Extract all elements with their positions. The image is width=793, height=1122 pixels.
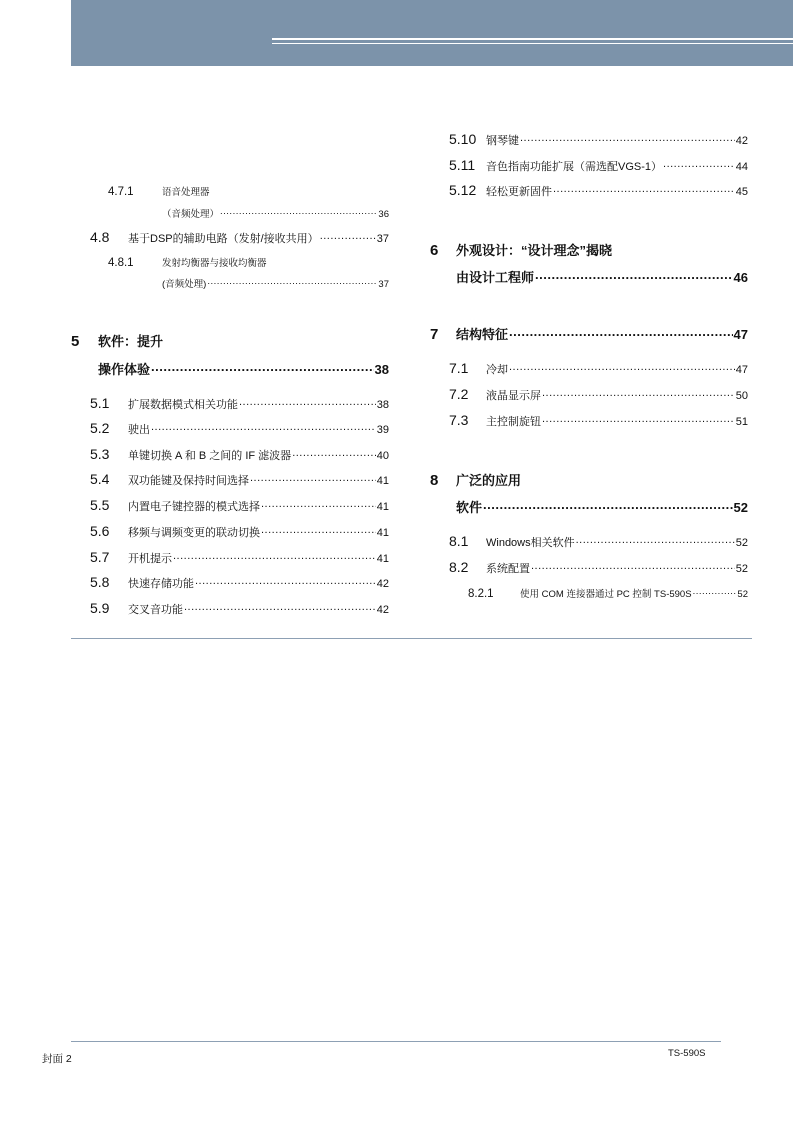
entry-title: 轻松更新固件 — [486, 186, 552, 198]
leader-dots — [173, 551, 376, 562]
entry-number: 5.5 — [90, 497, 110, 513]
entry-number: 5.6 — [90, 523, 110, 539]
toc-entry-5-9[interactable] — [71, 600, 389, 617]
entry-number: 7.2 — [449, 386, 469, 402]
entry-title: Windows相关软件 — [486, 537, 575, 549]
entry-title: 双功能键及保持时间选择 — [128, 475, 249, 487]
toc-section-6[interactable] — [430, 240, 748, 259]
entry-number: 5.4 — [90, 471, 110, 487]
leader-dots — [207, 278, 377, 288]
entry-title: 冷却 — [486, 364, 508, 376]
section-page: 46 — [733, 270, 748, 285]
entry-page: 45 — [735, 186, 748, 198]
entry-title: 基于DSP的辅助电路（发射/接收共用） — [128, 233, 319, 245]
entry-page: 50 — [735, 390, 748, 402]
toc-entry-5-2[interactable] — [71, 420, 389, 437]
entry-number: 4.7.1 — [108, 186, 134, 198]
header-rule-thin — [272, 43, 793, 44]
leader-dots — [184, 602, 376, 613]
entry-page: 47 — [735, 364, 748, 376]
entry-title: 语音处理器 — [162, 187, 210, 198]
toc-entry-7-2[interactable] — [430, 386, 748, 403]
toc-entry-5-3[interactable] — [71, 446, 389, 463]
toc-entry-4-7-1-cont[interactable] — [71, 206, 389, 220]
entry-number: 8.2.1 — [468, 588, 494, 600]
entry-page: 51 — [735, 416, 748, 428]
entry-title: 发射均衡器与接收均衡器 — [162, 258, 267, 269]
entry-number: 8.2 — [449, 559, 469, 575]
toc-entry-4-7-1[interactable] — [71, 184, 389, 198]
leader-dots — [250, 473, 376, 484]
entry-page: 41 — [376, 501, 389, 513]
leader-dots — [531, 561, 735, 572]
toc-entry-7-3[interactable] — [430, 412, 748, 429]
content-divider — [71, 638, 752, 639]
section-title: 外观设计：“设计理念”揭晓 — [456, 243, 613, 258]
footer-page-label: 封面 2 — [42, 1053, 72, 1065]
header-rule — [272, 38, 793, 40]
section-page: 52 — [733, 500, 748, 515]
section-page: 38 — [374, 362, 389, 377]
section-title-line2: 由设计工程师 — [456, 270, 535, 285]
entry-title: 液晶显示屏 — [486, 390, 541, 402]
entry-page: 36 — [378, 209, 389, 220]
footer-divider — [71, 1041, 721, 1042]
entry-page: 37 — [376, 233, 389, 245]
entry-page: 52 — [735, 563, 748, 575]
entry-title: （音频处理） — [162, 209, 220, 220]
entry-title: 快速存储功能 — [128, 578, 194, 590]
entry-page: 37 — [378, 279, 389, 290]
section-number: 7 — [430, 326, 439, 343]
entry-page: 52 — [735, 537, 748, 549]
toc-entry-4-8-1[interactable] — [71, 255, 389, 269]
header-band — [71, 0, 793, 66]
leader-dots — [693, 588, 737, 598]
entry-number: 5.11 — [449, 157, 476, 173]
toc-entry-5-4[interactable] — [71, 471, 389, 488]
entry-title: 系统配置 — [486, 563, 530, 575]
entry-page: 44 — [735, 161, 748, 173]
entry-title: (音频处理) — [162, 279, 207, 290]
entry-title: 使用 COM 连接器通过 PC 控制 TS-590S — [520, 589, 692, 600]
entry-number: 5.8 — [90, 574, 110, 590]
toc-entry-5-10[interactable] — [430, 131, 748, 148]
entry-title: 音色指南功能扩展（需选配VGS-1） — [486, 161, 663, 173]
leader-dots — [663, 159, 735, 170]
leader-dots — [261, 499, 376, 510]
entry-number: 7.3 — [449, 412, 469, 428]
leader-dots — [151, 361, 374, 374]
entry-number: 5.2 — [90, 420, 110, 436]
entry-page: 52 — [737, 589, 748, 600]
entry-number: 5.7 — [90, 549, 110, 565]
entry-page: 41 — [376, 475, 389, 487]
footer-model-label: TS-590S — [668, 1048, 706, 1059]
entry-title: 移频与调频变更的联动切换 — [128, 527, 260, 539]
entry-page: 42 — [735, 135, 748, 147]
entry-title: 开机提示 — [128, 553, 172, 565]
leader-dots — [535, 269, 733, 282]
leader-dots — [553, 184, 735, 195]
toc-entry-8-1[interactable] — [430, 533, 748, 550]
toc-entry-5-1[interactable] — [71, 395, 389, 412]
leader-dots — [292, 448, 376, 459]
section-number: 8 — [430, 472, 439, 489]
leader-dots — [509, 326, 733, 339]
entry-title: 单键切换 A 和 B 之间的 IF 滤波器 — [128, 450, 292, 462]
entry-page: 40 — [376, 450, 389, 462]
toc-entry-5-6[interactable] — [71, 523, 389, 540]
entry-title: 钢琴键 — [486, 135, 519, 147]
entry-page: 42 — [376, 604, 389, 616]
leader-dots — [151, 422, 376, 433]
leader-dots — [239, 397, 376, 408]
toc-entry-4-8-1-cont[interactable] — [71, 276, 389, 290]
entry-page: 42 — [376, 578, 389, 590]
entry-number: 4.8.1 — [108, 257, 134, 269]
toc-section-8[interactable] — [430, 470, 748, 489]
leader-dots — [542, 414, 735, 425]
entry-title: 内置电子键控器的模式选择 — [128, 501, 260, 513]
entry-number: 5.1 — [90, 395, 110, 411]
leader-dots — [195, 576, 376, 587]
entry-number: 5.10 — [449, 131, 477, 147]
toc-entry-5-5[interactable] — [71, 497, 389, 514]
leader-dots — [509, 362, 735, 373]
entry-title: 主控制旋钮 — [486, 416, 541, 428]
entry-number: 8.1 — [449, 533, 469, 549]
entry-page: 41 — [376, 553, 389, 565]
toc-entry-5-8[interactable] — [71, 574, 389, 591]
section-page: 47 — [733, 327, 748, 342]
entry-title: 交叉音功能 — [128, 604, 183, 616]
leader-dots — [520, 133, 735, 144]
toc-section-7[interactable] — [430, 324, 748, 343]
toc-section-6-cont[interactable] — [430, 267, 748, 286]
entry-title: 扩展数据模式相关功能 — [128, 399, 238, 411]
entry-page: 39 — [376, 424, 389, 436]
section-title: 广泛的应用 — [456, 473, 522, 488]
entry-number: 7.1 — [449, 360, 469, 376]
leader-dots — [261, 525, 376, 536]
leader-dots — [320, 231, 376, 242]
entry-number: 5.9 — [90, 600, 110, 616]
toc-entry-8-2-1[interactable] — [430, 586, 748, 600]
leader-dots — [483, 499, 733, 512]
toc-section-8-cont[interactable] — [430, 497, 748, 516]
toc-entry-5-12[interactable] — [430, 182, 748, 199]
toc-entry-4-8[interactable] — [71, 229, 389, 246]
entry-number: 5.3 — [90, 446, 110, 462]
toc-entry-7-1[interactable] — [430, 360, 748, 377]
section-title: 软件：提升 — [98, 334, 164, 349]
toc-section-5-cont[interactable] — [71, 359, 389, 378]
section-number: 5 — [71, 333, 80, 350]
section-title-line2: 操作体验 — [98, 362, 151, 377]
entry-title: 驶出 — [128, 424, 150, 436]
leader-dots — [542, 388, 735, 399]
entry-page: 38 — [376, 399, 389, 411]
section-title: 结构特征 — [456, 327, 509, 342]
entry-number: 4.8 — [90, 229, 110, 245]
toc-entry-5-7[interactable] — [71, 549, 389, 566]
entry-number: 5.12 — [449, 182, 477, 198]
toc-entry-5-11[interactable] — [430, 157, 748, 174]
leader-dots — [220, 208, 377, 218]
toc-section-5[interactable] — [71, 331, 389, 350]
leader-dots — [576, 535, 735, 546]
section-title-line2: 软件 — [456, 500, 483, 515]
toc-entry-8-2[interactable] — [430, 559, 748, 576]
section-number: 6 — [430, 242, 439, 259]
entry-page: 41 — [376, 527, 389, 539]
